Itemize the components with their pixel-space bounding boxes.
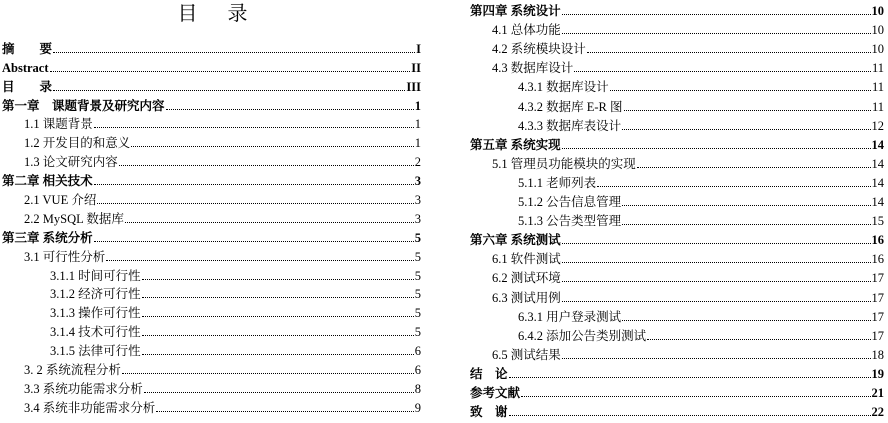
dot-leader: [509, 415, 871, 416]
toc-entry-title: 3.1.5 法律可行性: [50, 344, 141, 359]
dot-leader: [94, 241, 414, 242]
dot-leader: [122, 373, 414, 374]
toc-entry-title: 结 论: [470, 366, 508, 381]
toc-entry[interactable]: [0, 95, 425, 114]
left-page: [0, 0, 425, 423]
toc-entry[interactable]: [466, 267, 888, 286]
toc-list-left: [0, 38, 425, 416]
toc-entry-page-number: 11: [871, 80, 884, 95]
toc-entry-page-number: 10: [871, 4, 884, 19]
toc-entry-page-number: 17: [871, 290, 884, 305]
dot-leader: [119, 165, 414, 166]
toc-entry-page-number: 3: [414, 193, 421, 208]
dot-leader: [562, 262, 871, 263]
toc-entry-page-number: 11: [871, 99, 884, 114]
toc-entry[interactable]: [466, 76, 888, 95]
toc-entry[interactable]: [0, 284, 425, 303]
toc-entry[interactable]: [466, 0, 888, 19]
dot-leader: [647, 339, 870, 340]
toc-entry-title: 3.4 系统非功能需求分析: [24, 400, 156, 415]
dot-leader: [94, 184, 414, 185]
toc-entry[interactable]: [0, 170, 425, 189]
toc-entry-title: 6.2 测试环境: [492, 271, 561, 286]
toc-entry-page-number: 8: [414, 381, 421, 396]
toc-entry[interactable]: [466, 325, 888, 344]
toc-entry-title: 1.3 论文研究内容: [24, 155, 118, 170]
page-gutter: [425, 0, 466, 423]
toc-entry[interactable]: [0, 359, 425, 378]
dot-leader: [106, 260, 413, 261]
toc-entry-page-number: 2: [414, 155, 421, 170]
toc-entry-page-number: 16: [871, 252, 884, 267]
toc-entry-title: 第一章 课题背景及研究内容: [2, 98, 165, 113]
toc-entry-title: 6.4.2 添加公告类别测试: [518, 328, 647, 343]
toc-entry-page-number: 11: [871, 61, 884, 76]
toc-entry-title: 5.1.2 公告信息管理: [518, 195, 622, 210]
toc-entry-title: 4.3 数据库设计: [492, 61, 574, 76]
toc-entry-page-number: II: [411, 60, 421, 75]
dot-leader: [142, 354, 414, 355]
dot-leader: [624, 110, 871, 111]
toc-entry-title: 6.1 软件测试: [492, 252, 561, 267]
dot-leader: [562, 148, 871, 149]
toc-entry-page-number: 21: [871, 385, 884, 400]
dot-leader: [610, 90, 871, 91]
dot-leader: [142, 297, 414, 298]
toc-entry-page-number: 14: [871, 137, 884, 152]
toc-entry-page-number: 1: [414, 136, 421, 151]
toc-entry[interactable]: [0, 151, 425, 170]
toc-entry-page-number: 14: [871, 175, 884, 190]
dot-leader: [574, 71, 871, 72]
toc-entry-page-number: 5: [414, 249, 421, 264]
dot-leader: [509, 377, 871, 378]
toc-entry-title: 5.1.3 公告类型管理: [518, 214, 622, 229]
dot-leader: [562, 281, 871, 282]
toc-entry[interactable]: [0, 208, 425, 227]
dot-leader: [142, 335, 414, 336]
toc-entry[interactable]: [466, 306, 888, 325]
title-char-2: 录: [227, 3, 248, 25]
toc-entry-title: 4.2 系统模块设计: [492, 42, 586, 57]
toc-entry[interactable]: [0, 302, 425, 321]
toc-entry[interactable]: [0, 321, 425, 340]
toc-entry-page-number: 1: [414, 117, 421, 132]
toc-entry-page-number: 17: [871, 309, 884, 324]
toc-entry[interactable]: [466, 382, 888, 401]
toc-entry-title: 1.1 课题背景: [24, 117, 93, 132]
dot-leader: [50, 71, 411, 72]
toc-entry-page-number: 6: [414, 363, 421, 378]
toc-list-right: [466, 0, 888, 420]
toc-entry[interactable]: [466, 134, 888, 153]
dot-leader: [587, 52, 871, 53]
toc-entry-page-number: 1: [414, 98, 421, 113]
toc-entry-title: 6.5 测试结果: [492, 347, 561, 362]
toc-entry[interactable]: [0, 189, 425, 208]
toc-entry[interactable]: [466, 172, 888, 191]
dot-leader: [125, 222, 414, 223]
toc-entry-title: 4.3.1 数据库设计: [518, 80, 609, 95]
toc-entry-title: 5.1 管理员功能模块的实现: [492, 156, 636, 171]
toc-entry-page-number: 16: [871, 233, 884, 248]
toc-entry-page-number: 5: [414, 268, 421, 283]
toc-entry[interactable]: [466, 363, 888, 382]
toc-entry-page-number: 17: [871, 328, 884, 343]
toc-entry-page-number: III: [406, 79, 421, 94]
toc-entry[interactable]: [466, 191, 888, 210]
toc-entry[interactable]: [0, 114, 425, 133]
toc-entry-page-number: 9: [414, 400, 421, 415]
toc-entry[interactable]: [466, 57, 888, 76]
toc-entry-page-number: 19: [871, 366, 884, 381]
toc-entry[interactable]: [466, 286, 888, 305]
toc-entry[interactable]: [466, 344, 888, 363]
toc-entry-page-number: 6: [414, 344, 421, 359]
toc-entry-title: 3.3 系统功能需求分析: [24, 381, 143, 396]
toc-entry-title: 3. 2 系统流程分析: [24, 363, 121, 378]
dot-leader: [597, 186, 870, 187]
toc-entry-page-number: 15: [871, 214, 884, 229]
toc-entry-title: 2.2 MySQL 数据库: [24, 211, 124, 226]
dot-leader: [94, 127, 414, 128]
dot-leader: [142, 279, 414, 280]
toc-entry[interactable]: [0, 57, 425, 76]
dot-leader: [142, 316, 414, 317]
dot-leader: [562, 358, 871, 359]
toc-entry[interactable]: [466, 38, 888, 57]
toc-entry-title: 3.1.2 经济可行性: [50, 287, 141, 302]
dot-leader: [521, 396, 870, 397]
toc-entry-title: Abstract: [2, 60, 49, 75]
toc-entry[interactable]: [0, 227, 425, 246]
toc-entry-title: 6.3.1 用户登录测试: [518, 309, 622, 324]
toc-entry-title: 3.1 可行性分析: [24, 249, 106, 264]
toc-entry-title: 6.3 测试用例: [492, 290, 561, 305]
dot-leader: [53, 90, 405, 91]
dot-leader: [166, 109, 414, 110]
toc-entry-title: 3.1.1 时间可行性: [50, 268, 141, 283]
title-char-1: 目: [177, 3, 198, 25]
toc-entry-title: 目 录: [2, 79, 53, 94]
dot-leader: [97, 203, 413, 204]
toc-entry-page-number: 3: [414, 211, 421, 226]
toc-entry[interactable]: [0, 265, 425, 284]
right-page: [466, 0, 888, 423]
toc-entry-title: 4.1 总体功能: [492, 23, 561, 38]
toc-entry-page-number: 5: [414, 306, 421, 321]
toc-entry-title: 参考文献: [470, 385, 521, 400]
dot-leader: [562, 14, 871, 15]
toc-entry-page-number: 17: [871, 271, 884, 286]
toc-entry-page-number: 5: [414, 230, 421, 245]
toc-entry[interactable]: [466, 248, 888, 267]
dot-leader: [562, 243, 871, 244]
dot-leader: [562, 33, 871, 34]
dot-leader: [562, 301, 871, 302]
toc-entry[interactable]: [466, 95, 888, 114]
toc-entry-title: 摘 要: [2, 41, 53, 56]
toc-entry[interactable]: [0, 246, 425, 265]
dot-leader: [156, 411, 413, 412]
toc-entry-title: 第四章 系统设计: [470, 4, 561, 19]
toc-entry-page-number: 10: [871, 23, 884, 38]
dot-leader: [131, 146, 413, 147]
page-title: [0, 2, 425, 26]
dot-leader: [637, 167, 871, 168]
toc-entry[interactable]: [466, 115, 888, 134]
dot-leader: [622, 224, 870, 225]
toc-entry-page-number: 10: [871, 42, 884, 57]
toc-entry-title: 4.3.3 数据库表设计: [518, 118, 622, 133]
toc-entry[interactable]: [466, 153, 888, 172]
toc-entry[interactable]: [466, 229, 888, 248]
toc-entry[interactable]: [0, 397, 425, 416]
toc-entry[interactable]: [0, 38, 425, 57]
toc-entry-page-number: 5: [414, 287, 421, 302]
toc-entry[interactable]: [466, 210, 888, 229]
toc-entry-title: 5.1.1 老师列表: [518, 175, 597, 190]
toc-entry-page-number: 22: [871, 405, 884, 420]
toc-entry[interactable]: [0, 132, 425, 151]
dot-leader: [622, 205, 870, 206]
toc-entry-title: 2.1 VUE 介绍: [24, 193, 97, 208]
toc-entry[interactable]: [0, 340, 425, 359]
toc-entry-title: 第五章 系统实现: [470, 137, 561, 152]
toc-entry[interactable]: [466, 19, 888, 38]
toc-entry-title: 第二章 相关技术: [2, 174, 93, 189]
toc-entry-page-number: 3: [414, 174, 421, 189]
toc-entry-title: 3.1.4 技术可行性: [50, 325, 141, 340]
toc-entry[interactable]: [466, 401, 888, 420]
toc-entry-title: 1.2 开发目的和意义: [24, 136, 131, 151]
dot-leader: [622, 129, 870, 130]
dot-leader: [53, 52, 415, 53]
dot-leader: [144, 392, 414, 393]
toc-entry-page-number: 5: [414, 325, 421, 340]
toc-entry-page-number: 14: [871, 156, 884, 171]
dot-leader: [622, 320, 870, 321]
toc-entry-title: 致 谢: [470, 405, 508, 420]
toc-entry-title: 3.1.3 操作可行性: [50, 306, 141, 321]
toc-entry[interactable]: [0, 378, 425, 397]
toc-entry-page-number: 18: [871, 347, 884, 362]
toc-entry[interactable]: [0, 76, 425, 95]
toc-entry-title: 4.3.2 数据库 E-R 图: [518, 99, 623, 114]
toc-entry-page-number: 12: [871, 118, 884, 133]
toc-entry-title: 第六章 系统测试: [470, 233, 561, 248]
toc-entry-page-number: I: [416, 41, 421, 56]
toc-entry-title: 第三章 系统分析: [2, 230, 93, 245]
toc-entry-page-number: 14: [871, 195, 884, 210]
